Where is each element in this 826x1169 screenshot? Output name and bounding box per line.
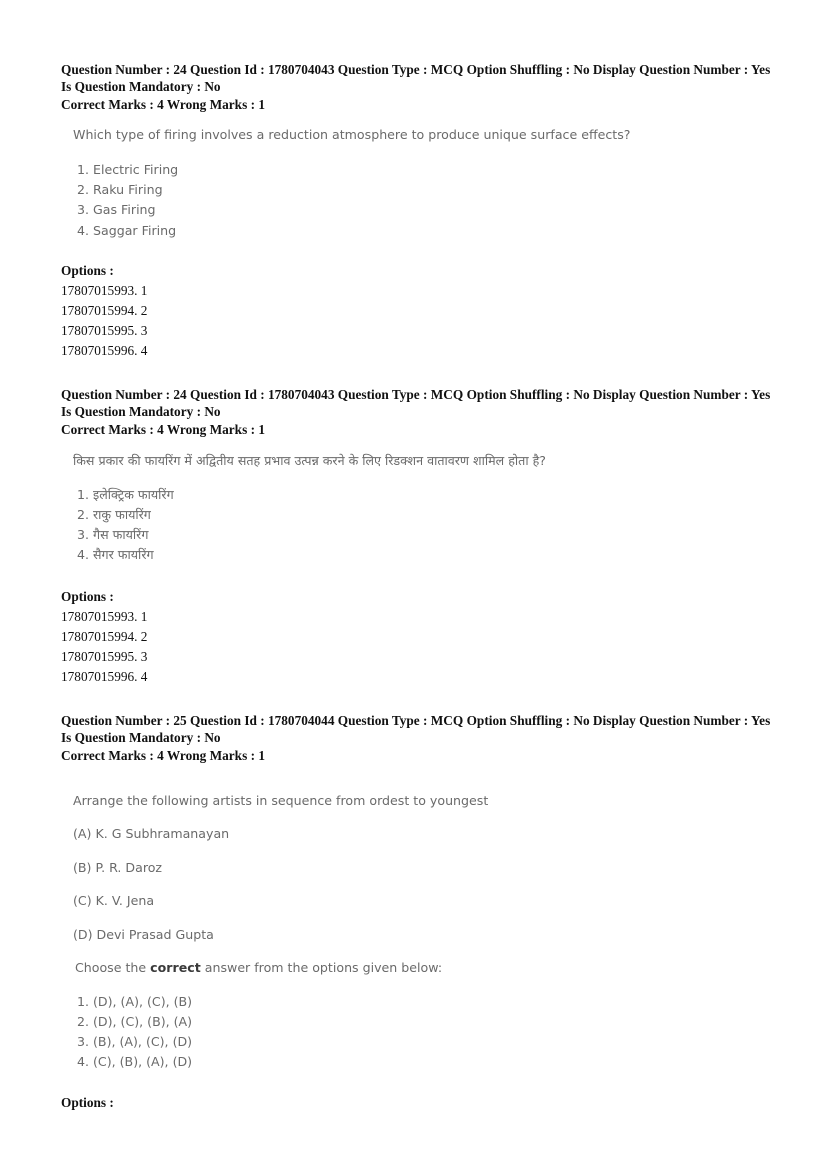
question-2-mandatory: Is Question Mandatory : No <box>61 404 221 419</box>
question-1-options <box>61 263 147 363</box>
question-2-options <box>61 589 147 689</box>
question-1-choice-2: 2. Raku Firing <box>77 182 163 197</box>
question-1-option-3: 17807015995. 3 <box>61 323 148 338</box>
question-1-option-1: 17807015993. 1 <box>61 283 148 298</box>
question-3-instruction-start: Choose the <box>75 960 151 975</box>
question-2-meta-line: Question Number : 24 Question Id : 1780704043 Question Type : MCQ Option Shuffling : No Display Question Number : Yes <box>61 387 771 402</box>
question-1-image <box>73 127 631 238</box>
question-3-choice-1: 1. (D), (A), (C), (B) <box>77 994 193 1009</box>
question-2-choice-1: 1. इलेक्ट्रिक फायरिंग <box>77 487 174 502</box>
question-2-choice-2: 2. राकु फायरिंग <box>77 507 151 522</box>
question-3-item-d: (D) Devi Prasad Gupta <box>73 927 214 942</box>
question-3-choice-3: 3. (B), (A), (C), (D) <box>77 1034 193 1049</box>
question-3-marks: Correct Marks : 4 Wrong Marks : 1 <box>61 748 265 763</box>
question-2-choice-3: 3. गैस फायरिंग <box>77 527 149 542</box>
question-3-instruction-end: answer from the options given below: <box>200 960 443 975</box>
question-3-item-b: (B) P. R. Daroz <box>73 860 163 875</box>
question-3-instruction-bold: correct <box>150 960 201 975</box>
question-1-option-2: 17807015994. 2 <box>61 303 148 318</box>
question-1-text: Which type of firing involves a reduction atmosphere to produce unique surface effects? <box>73 127 631 142</box>
question-2-option-4: 17807015996. 4 <box>61 669 148 684</box>
question-3-item-a: (A) K. G Subhramanayan <box>73 826 230 841</box>
question-1-header <box>61 61 781 113</box>
question-2-header <box>61 386 781 438</box>
question-3-options-label: Options : <box>61 1095 114 1110</box>
question-3-item-c: (C) K. V. Jena <box>73 893 155 908</box>
question-2-options-label: Options : <box>61 589 114 604</box>
question-3-choice-4: 4. (C), (B), (A), (D) <box>77 1054 193 1069</box>
question-3-instruction <box>75 960 442 975</box>
question-2-text: किस प्रकार की फायरिंग में अद्वितीय सतह प्रभाव उत्पन्न करने के लिए रिडक्शन वातावरण शामिल होता है? <box>73 453 546 468</box>
question-1-choice-3: 3. Gas Firing <box>77 202 156 217</box>
question-3-choice-2: 2. (D), (C), (B), (A) <box>77 1014 193 1029</box>
question-1-marks: Correct Marks : 4 Wrong Marks : 1 <box>61 97 265 112</box>
question-1-options-label: Options : <box>61 263 114 278</box>
question-3-meta-line: Question Number : 25 Question Id : 1780704044 Question Type : MCQ Option Shuffling : No Display Question Number : Yes <box>61 713 771 728</box>
question-3-image <box>73 793 489 1069</box>
question-1-choice-4: 4. Saggar Firing <box>77 223 177 238</box>
question-1-choice-1: 1. Electric Firing <box>77 162 179 177</box>
question-3-header <box>61 712 781 764</box>
question-2-choice-4: 4. सैगर फायरिंग <box>77 547 154 562</box>
question-1-meta-line: Question Number : 24 Question Id : 1780704043 Question Type : MCQ Option Shuffling : No Display Question Number : Yes <box>61 62 771 77</box>
question-3-options <box>61 1095 114 1115</box>
question-2-marks: Correct Marks : 4 Wrong Marks : 1 <box>61 422 265 437</box>
question-1-option-4: 17807015996. 4 <box>61 343 148 358</box>
question-3-mandatory: Is Question Mandatory : No <box>61 730 221 745</box>
question-2-option-1: 17807015993. 1 <box>61 609 148 624</box>
question-2-option-2: 17807015994. 2 <box>61 629 148 644</box>
question-1-mandatory: Is Question Mandatory : No <box>61 79 221 94</box>
question-2-image <box>73 452 546 562</box>
question-3-text: Arrange the following artists in sequence from ordest to youngest <box>73 793 489 808</box>
question-2-option-3: 17807015995. 3 <box>61 649 148 664</box>
